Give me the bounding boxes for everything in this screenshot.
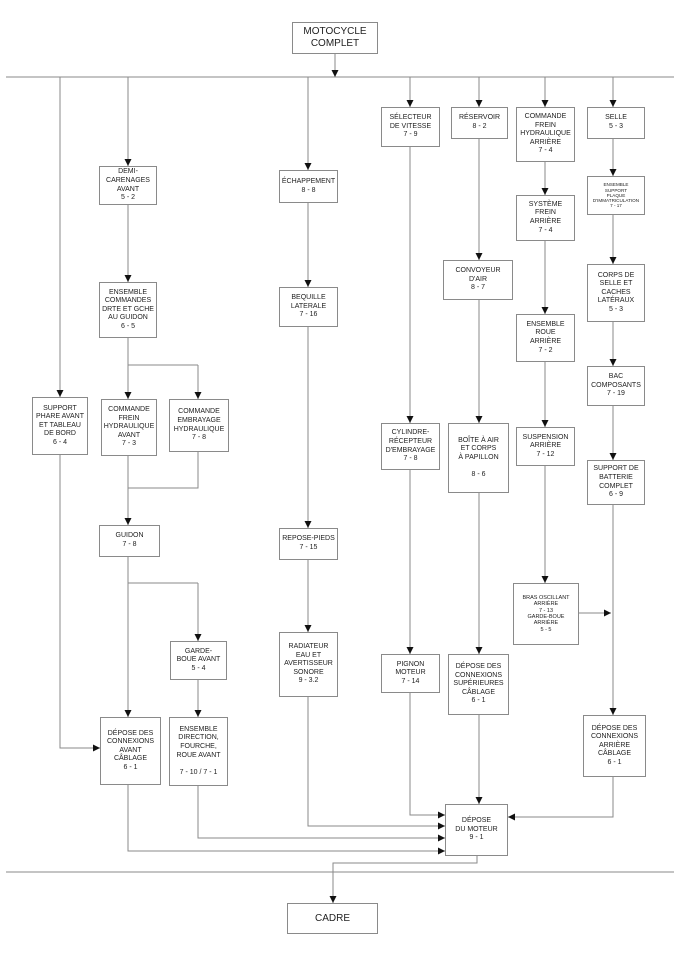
- node-guidon: GUIDON 7 - 8: [99, 525, 160, 557]
- node-ensemble-support-plaque: ENSEMBLE SUPPORT PLAQUE D'IMMATRICULATION 7 - 17: [587, 176, 645, 215]
- node-motocycle-complet: MOTOCYCLE COMPLET: [292, 22, 378, 54]
- split-line-guidon: [128, 557, 198, 583]
- line-direction-to-moteur: [198, 786, 445, 838]
- node-selle: SELLE 5 - 3: [587, 107, 645, 139]
- node-ensemble-direction: ENSEMBLE DIRECTION, FOURCHE, ROUE AVANT 7 - 10 / 7 - 1: [169, 717, 228, 786]
- merge-line-guidon: [128, 452, 198, 488]
- node-systeme-frein-arriere: SYSTÈME FREIN ARRIÈRE 7 - 4: [516, 195, 575, 241]
- node-ensemble-roue-arriere: ENSEMBLE ROUE ARRIÈRE 7 - 2: [516, 314, 575, 362]
- node-depose-moteur: DÉPOSE DU MOTEUR 9 - 1: [445, 804, 508, 856]
- node-ensemble-commandes: ENSEMBLE COMMANDES DRTE ET GCHE AU GUIDON 6 - 5: [99, 282, 157, 338]
- node-convoyeur-air: CONVOYEUR D'AIR 8 - 7: [443, 260, 513, 300]
- line-depose-arriere-to-moteur: [508, 777, 613, 817]
- node-suspension-arriere: SUSPENSION ARRIÈRE 7 - 12: [516, 427, 575, 466]
- node-repose-pieds: REPOSE-PIEDS 7 - 15: [279, 528, 338, 560]
- node-support-batterie: SUPPORT DE BATTERIE COMPLET 6 - 9: [587, 460, 645, 505]
- node-selecteur-vitesse: SÉLECTEUR DE VITESSE 7 - 9: [381, 107, 440, 147]
- node-radiateur: RADIATEUR EAU ET AVERTISSEUR SONORE 9 - 3.2: [279, 632, 338, 697]
- arrow-support-to-depose-avant: [60, 455, 100, 748]
- node-garde-boue-avant: GARDE- BOUE AVANT 5 - 4: [170, 641, 227, 680]
- node-commande-frein-avant: COMMANDE FREIN HYDRAULIQUE AVANT 7 - 3: [101, 399, 157, 456]
- line-pignon-to-moteur: [410, 693, 445, 815]
- arrow-moteur-to-cadre: [333, 856, 477, 903]
- node-depose-connexions-avant: DÉPOSE DES CONNEXIONS AVANT CÂBLAGE 6 - 1: [100, 717, 161, 785]
- line-depose-avant-to-moteur: [128, 785, 445, 851]
- node-support-phare: SUPPORT PHARE AVANT ET TABLEAU DE BORD 6 - 4: [32, 397, 88, 455]
- node-pignon-moteur: PIGNON MOTEUR 7 - 14: [381, 654, 440, 693]
- node-reservoir: RÉSERVOIR 8 - 2: [451, 107, 508, 139]
- node-cadre: CADRE: [287, 903, 378, 934]
- node-commande-frein-arriere: COMMANDE FREIN HYDRAULIQUE ARRIÈRE 7 - 4: [516, 107, 575, 162]
- node-demi-carenages: DEMI-CARENAGES AVANT 5 - 2: [99, 166, 157, 205]
- node-depose-connexions-arriere: DÉPOSE DES CONNEXIONS ARRIÈRE CÂBLAGE 6 - 1: [583, 715, 646, 777]
- node-bac-composants: BAC COMPOSANTS 7 - 19: [587, 366, 645, 406]
- line-radiateur-to-moteur: [308, 697, 445, 826]
- node-boite-air: BOÎTE À AIR ET CORPS À PAPILLON 8 - 6: [448, 423, 509, 493]
- node-commande-embrayage: COMMANDE EMBRAYAGE HYDRAULIQUE 7 - 8: [169, 399, 229, 452]
- node-bequille: BEQUILLE LATERALE 7 - 16: [279, 287, 338, 327]
- node-cylindre-recepteur: CYLINDRE- RÉCEPTEUR D'EMBRAYAGE 7 - 8: [381, 423, 440, 470]
- node-depose-connexions-sup: DÉPOSE DES CONNEXIONS SUPÉRIEURES CÂBLAGE 6 - 1: [448, 654, 509, 715]
- node-corps-de-selle: CORPS DE SELLE ET CACHES LATÉRAUX 5 - 3: [587, 264, 645, 322]
- node-echappement: ÉCHAPPEMENT 8 - 8: [279, 170, 338, 203]
- node-bras-oscillant: BRAS OSCILLANT ARRIÈRE 7 - 13 GARDE-BOUE ARRIÈRE 5 - 5: [513, 583, 579, 645]
- split-line-commandes: [128, 338, 198, 365]
